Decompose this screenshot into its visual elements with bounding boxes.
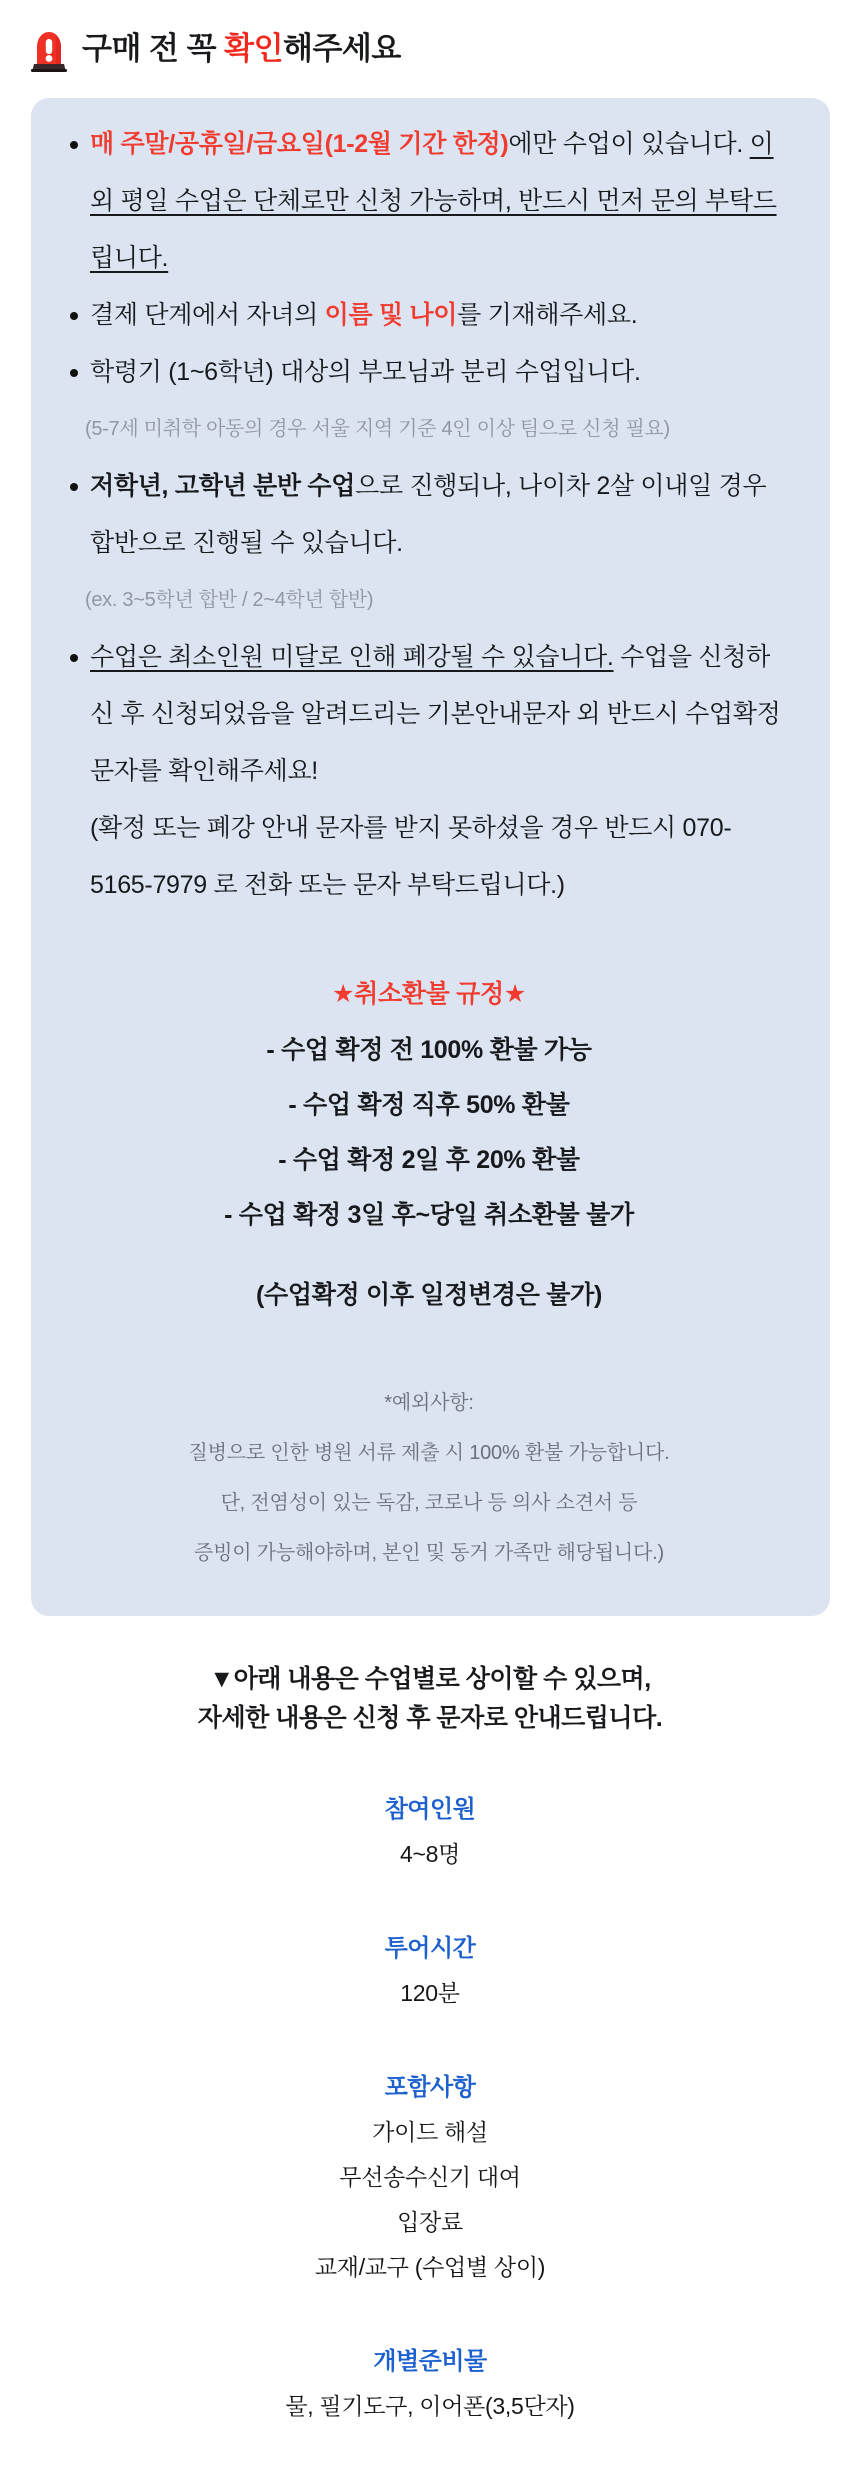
text-segment: 결제 단계에서 자녀의 xyxy=(90,301,325,329)
info-sections xyxy=(0,1788,860,2469)
text-segment: 구매 전 꼭 xyxy=(82,31,225,67)
refund-exceptions xyxy=(68,1378,790,1578)
text-segment: (ex. 3~5학년 합반 / 2~4학년 합반) xyxy=(85,589,374,611)
info-section-value: 물, 필기도구, 이어폰(3,5단자) xyxy=(285,2393,575,2419)
info-section-label: 참여인원 xyxy=(384,1796,476,1823)
refund-note: (수업확정 이후 일정변경은 불가) xyxy=(255,1281,603,1309)
page-header xyxy=(0,18,860,72)
refund-exception-line: 단, 전염성이 있는 독감, 코로나 등 의사 소견서 등 xyxy=(220,1492,638,1514)
refund-policy xyxy=(68,966,790,1578)
info-section-value: 가이드 해설 xyxy=(372,2119,488,2145)
info-section-label: 포함사항 xyxy=(384,2074,476,2101)
text-segment: 에만 수업이 있습니다. xyxy=(508,130,750,158)
text-segment: 저학년, 고학년 분반 수업 xyxy=(90,472,356,500)
text-segment: 수업을 신청하신 후 신청되었음을 알려드리는 기본안내문자 외 반드시 수업확정문자를 확인해주세요! xyxy=(90,643,781,785)
notice-bullet xyxy=(68,344,790,401)
notice-subnote xyxy=(68,572,790,629)
info-section-value: 교재/교구 (수업별 상이) xyxy=(314,2254,546,2280)
text-segment: 매 주말/공휴일/금요일(1-2월 기간 한정) xyxy=(90,130,509,158)
footer-note xyxy=(0,1660,860,1738)
notice-bullet xyxy=(68,116,790,287)
footer-note-line: ▼아래 내용은 수업별로 상이할 수 있으며, xyxy=(209,1665,651,1693)
refund-line: - 수업 확정 전 100% 환불 가능 xyxy=(266,1036,592,1064)
refund-exception-line: 질병으로 인한 병원 서류 제출 시 100% 환불 가능합니다. xyxy=(188,1442,670,1464)
info-section-value: 무선송수신기 대여 xyxy=(339,2164,521,2190)
refund-line: - 수업 확정 2일 후 20% 환불 xyxy=(278,1146,580,1174)
info-section-value: 4~8명 xyxy=(399,1841,461,1867)
info-section-value: 120분 xyxy=(400,1980,460,2006)
text-segment: 를 기재해주세요. xyxy=(457,301,638,329)
info-section-label: 개별준비물 xyxy=(373,2348,487,2375)
refund-lines xyxy=(68,1023,790,1243)
text-segment: 해주세요 xyxy=(283,31,401,67)
notice-subnote xyxy=(68,401,790,458)
text-segment: 으로 진행되나, 나이차 2살 이내일 경우 합반으로 진행될 수 있습니다. xyxy=(90,472,767,557)
siren-icon xyxy=(28,26,70,72)
text-segment: 이름 및 나이 xyxy=(324,301,458,329)
text-segment: 수업은 최소인원 미달로 인해 폐강될 수 있습니다. xyxy=(90,643,614,671)
footer-note-line: 자세한 내용은 신청 후 문자로 안내드립니다. xyxy=(197,1704,663,1732)
text-segment: 이 외 평일 수업은 단체로만 신청 가능하며, 반드시 먼저 문의 부탁드립니다. xyxy=(90,130,777,272)
notice-bullet xyxy=(68,629,790,914)
text-segment: (확정 또는 폐강 안내 문자를 받지 못하셨을 경우 반드시 070-5165-7979 로 전화 또는 문자 부탁드립니다.) xyxy=(90,814,732,899)
notice-box xyxy=(31,98,830,1616)
text-segment: (5-7세 미취학 아동의 경우 서울 지역 기준 4인 이상 팀으로 신청 필요) xyxy=(85,418,670,440)
text-segment: 학령기 (1~6학년) 대상의 부모님과 분리 수업입니다. xyxy=(90,358,641,386)
refund-exception-line: *예외사항: xyxy=(384,1392,474,1414)
page-title xyxy=(82,30,401,67)
notice-bullet xyxy=(68,287,790,344)
notice-bullet xyxy=(68,458,790,572)
text-segment: 확인 xyxy=(224,31,284,67)
info-section-value: 입장료 xyxy=(397,2209,463,2235)
refund-heading: ★취소환불 규정★ xyxy=(332,980,526,1008)
notice-bullet-list xyxy=(68,116,790,914)
refund-line: - 수업 확정 직후 50% 환불 xyxy=(288,1091,570,1119)
refund-exception-line: 증빙이 가능해야하며, 본인 및 동거 가족만 해당됩니다.) xyxy=(194,1542,664,1564)
info-section-label: 투어시간 xyxy=(384,1935,476,1962)
refund-line: - 수업 확정 3일 후~당일 취소환불 불가 xyxy=(224,1201,634,1229)
